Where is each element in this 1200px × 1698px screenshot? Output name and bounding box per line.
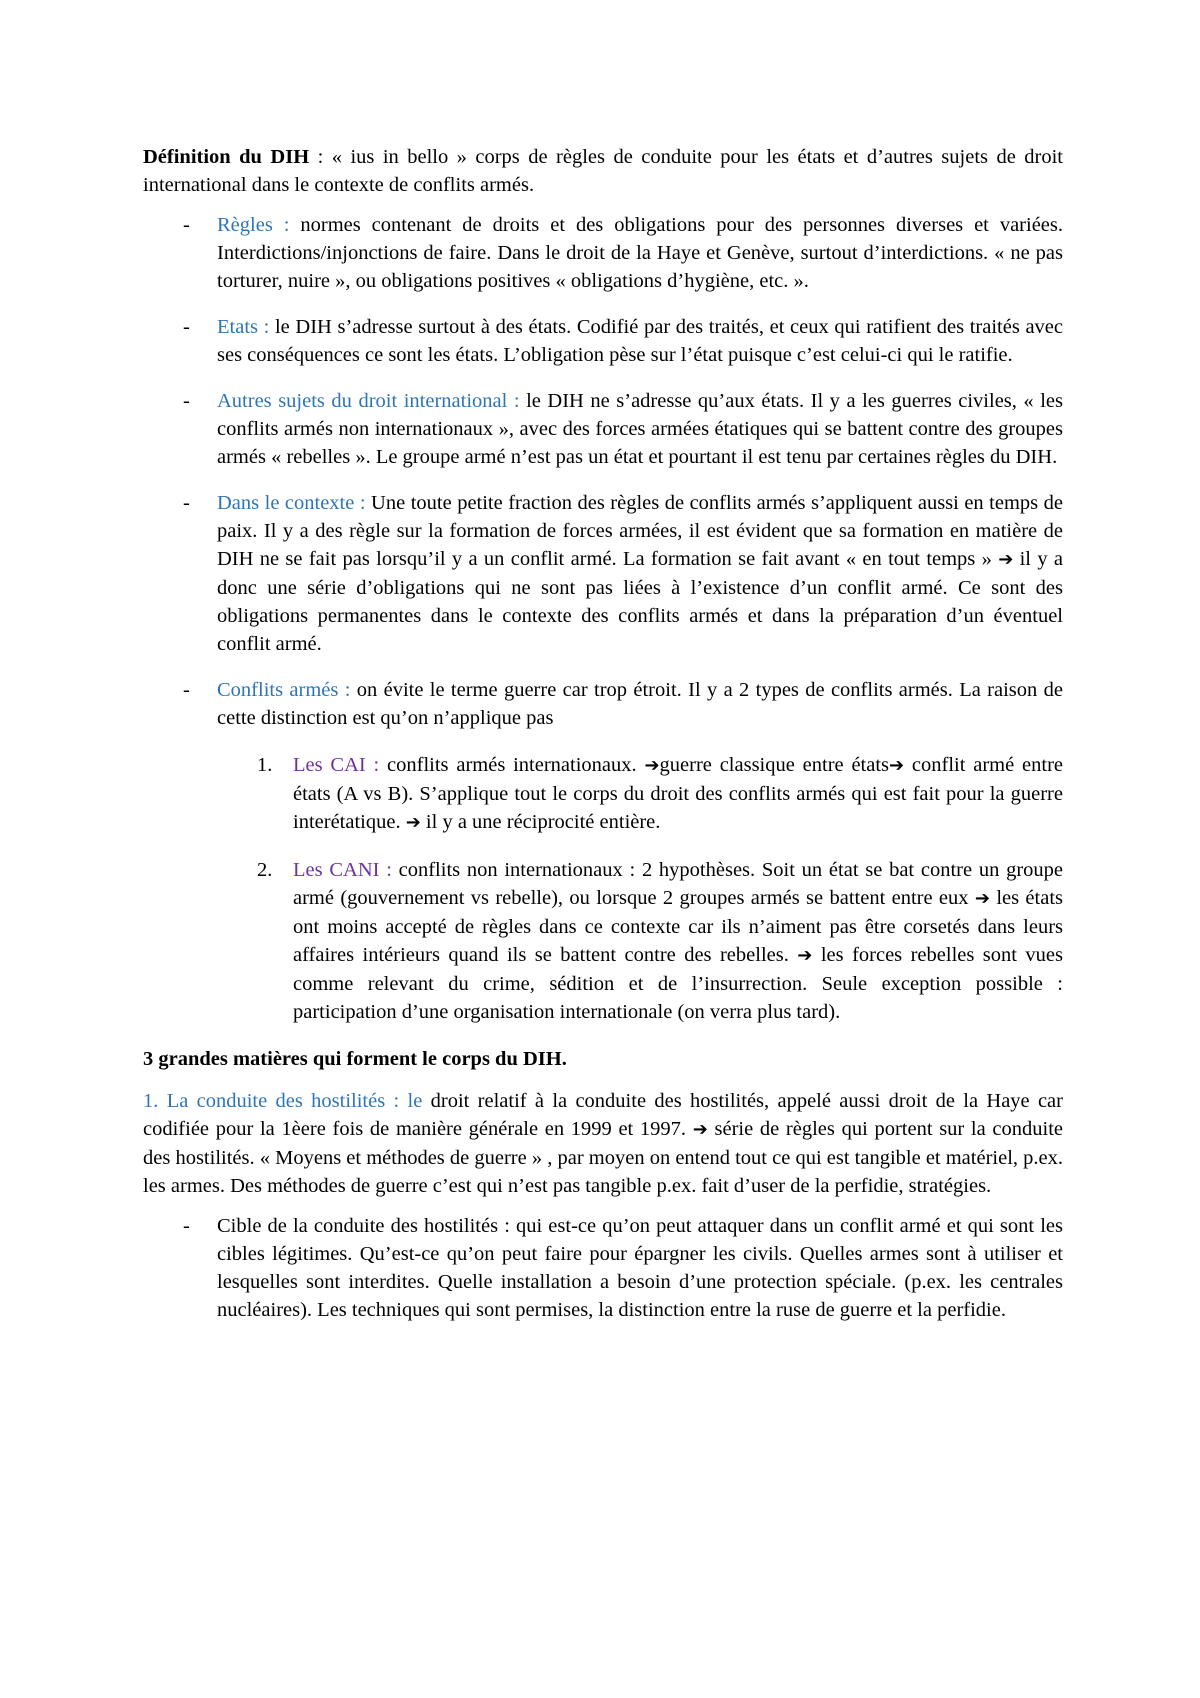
definition-paragraph	[143, 143, 1063, 199]
dash-marker: -	[183, 1215, 190, 1237]
item-text-continued: il y a donc une série d’obligations qui ne sont pas liées à l’existence d’un conflit armé. Ce sont des obligations permanentes dans le contexte des conflits armés et dans la préparation d’un éventuel conflit armé.	[217, 548, 1063, 655]
item-text: le DIH s’adresse surtout à des états. Codifié par des traités, et ceux qui ratifient des traités avec ses conséquences ce sont les états. L’obligation pèse sur l’état puisque c’est celui-ci qui le ratifie.	[217, 316, 1063, 366]
conduite-text: droit relatif à la conduite des hostilités, appelé aussi droit de la Haye car codifiée pour la 1èere fois de manière générale en 1999 et 1997.	[143, 1090, 1063, 1140]
definition-term: Définition du DIH	[143, 146, 310, 168]
arrow-icon: ➔	[889, 755, 905, 776]
arrow-icon: ➔	[644, 755, 660, 776]
item-text: guerre classique entre états	[659, 754, 890, 776]
numbered-item-cani	[143, 856, 1063, 1026]
conduite-paragraph	[143, 1087, 1063, 1200]
conduite-label: 1. La conduite des hostilités : le	[143, 1090, 423, 1112]
item-text: il y a une réciprocité entière.	[420, 811, 661, 833]
numbered-item-cai	[143, 751, 1063, 837]
dash-marker: -	[183, 316, 190, 338]
item-text: normes contenant de droits et des obligations pour des personnes diverses et variées. Interdictions/injonctions de faire. Dans le droit de la Haye et Genève, surtout d’interdictions. « ne pas torturer, nuire », ou obligations positives « obligations d’hygiène, etc. ».	[217, 214, 1063, 292]
item-label: Dans le contexte :	[217, 492, 366, 514]
item-text: Cible de la conduite des hostilités : qui est-ce qu’on peut attaquer dans un conflit armé et qui sont les cibles légitimes. Qu’est-ce qu’on peut faire pour épargner les civils. Quelles armes sont à utiliser et lesquelles sont interdites. Quelle installation a besoin d’une protection spéciale. (p.ex. les centrales nucléaires). Les techniques qui sont permises, la distinction entre la ruse de guerre et la perfidie.	[217, 1215, 1063, 1321]
document-page	[143, 143, 1063, 1342]
dash-marker: -	[183, 214, 190, 236]
item-text: les états ont moins accepté de règles dans ce contexte car ils n’aiment pas être corsetés dans leurs affaires intérieurs quand ils se battent contre des rebelles.	[293, 887, 1063, 966]
item-label: Etats :	[217, 316, 270, 338]
item-text: conflits non internationaux : 2 hypothèses. Soit un état se bat contre un groupe armé (gouvernement vs rebelle), ou lorsque 2 groupes armés se battent entre eux	[293, 859, 1063, 909]
item-label: Autres sujets du droit international :	[217, 390, 520, 412]
dash-marker: -	[183, 679, 190, 701]
dash-marker: -	[183, 390, 190, 412]
conduite-text-continued: série de règles qui portent sur la conduite des hostilités. « Moyens et méthodes de guerre » , par moyen on entend tout ce qui est tangible et matériel, p.ex. les armes. Des méthodes de guerre c’est qui n’est pas tangible p.ex. fait d’user de la perfidie, stratégies.	[143, 1118, 1063, 1197]
arrow-icon: ➔	[998, 549, 1014, 570]
number-marker: 1.	[257, 754, 273, 776]
list-item-contexte	[143, 489, 1063, 658]
item-label: Les CANI :	[293, 859, 392, 881]
item-text: on évite le terme guerre car trop étroit. Il y a 2 types de conflits armés. La raison de cette distinction est qu’on n’applique pas	[217, 679, 1063, 729]
section-heading: 3 grandes matières qui forment le corps du DIH.	[143, 1048, 567, 1070]
item-label: Les CAI :	[293, 754, 380, 776]
list-item-regles	[143, 211, 1063, 295]
arrow-icon: ➔	[405, 812, 421, 833]
definition-text: : « ius in bello » corps de règles de conduite pour les états et d’autres sujets de droit international dans le contexte de conflits armés.	[143, 146, 1063, 196]
number-marker: 2.	[257, 859, 273, 881]
list-item-etats	[143, 313, 1063, 369]
list-item-cible	[143, 1212, 1063, 1324]
item-text: Une toute petite fraction des règles de conflits armés s’appliquent aussi en temps de paix. Il y a des règle sur la formation de forces armées, il est évident que sa formation en matière de DIH ne se fait pas lorsqu’il y a un conflit armé. La formation se fait avant « en tout temps »	[217, 492, 1063, 570]
arrow-icon: ➔	[974, 888, 990, 909]
item-text: le DIH ne s’adresse qu’aux états. Il y a les guerres civiles, « les conflits armés non internationaux », avec des forces armées étatiques qui se battent contre des groupes armés « rebelles ». Le groupe armé n’est pas un état et pourtant il est tenu par certaines règles du DIH.	[217, 390, 1063, 468]
list-item-conflits-armes	[143, 676, 1063, 732]
arrow-icon: ➔	[797, 945, 813, 966]
list-item-autres-sujets	[143, 387, 1063, 471]
item-label: Règles :	[217, 214, 290, 236]
item-text: conflit armé entre états (A vs B). S’applique tout le corps du droit des conflits armés qui est fait pour la guerre interétatique.	[293, 754, 1063, 833]
arrow-icon: ➔	[692, 1119, 708, 1140]
item-text: les forces rebelles sont vues comme relevant du crime, sédition et de l’insurrection. Seule exception possible : participation d’une organisation internationale (on verra plus tard).	[293, 944, 1063, 1023]
item-label: Conflits armés :	[217, 679, 351, 701]
dash-marker: -	[183, 492, 190, 514]
item-text: conflits armés internationaux.	[379, 754, 645, 776]
